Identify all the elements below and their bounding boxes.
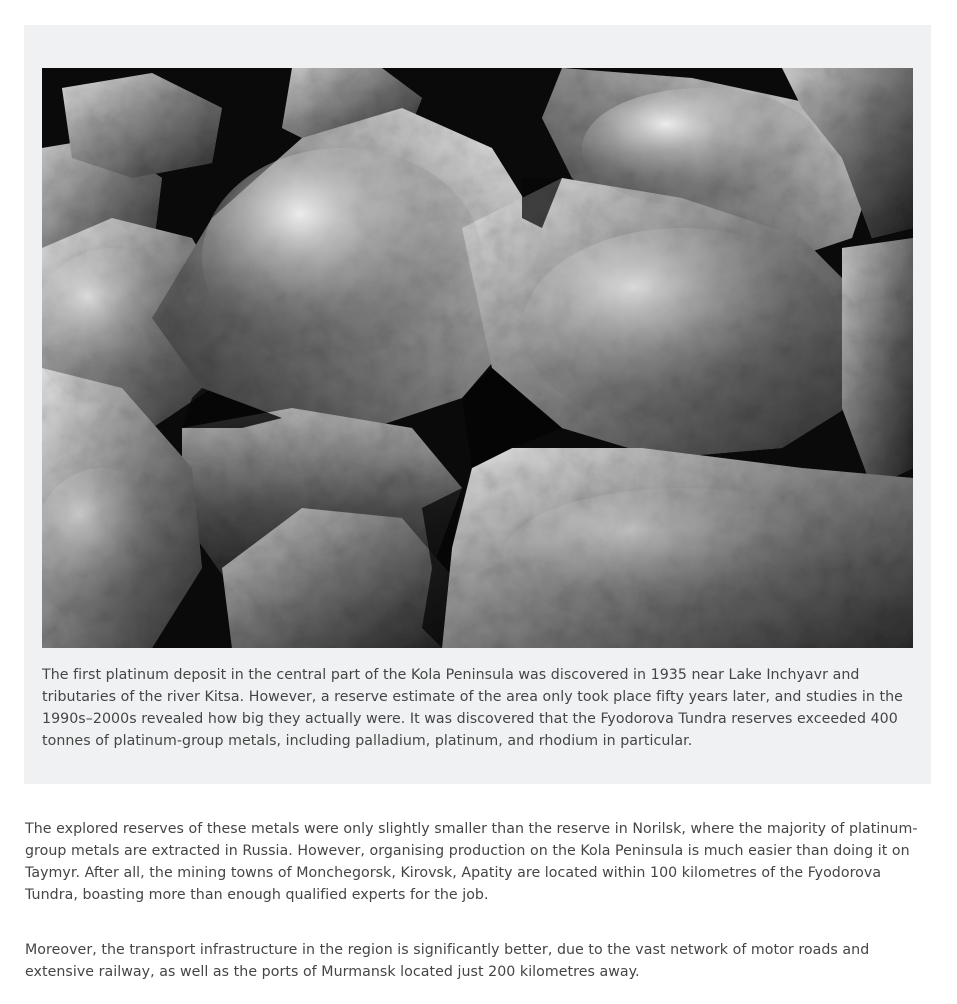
photo-illustration: [42, 68, 913, 648]
article-paragraph-1: The explored reserves of these metals were only slightly smaller than the reserve in Norilsk, where the majority of platinum-group metals are extracted in Russia. However, organising production on the Kola Peninsula is much easier than doing it on Taymyr. After all, the mining towns of Monchegorsk, Kirovsk, Apatity are located within 100 kilometres of the Fyodorova Tundra, boasting more than enough qualified experts for the job.: [25, 821, 918, 903]
figure-caption: The first platinum deposit in the central part of the Kola Peninsula was discovered in 1935 near Lake Inchyavr and tributaries of the river Kitsa. However, a reserve estimate of the area only took place fifty years later, and studies in the 1990s–2000s revealed how big they actually were. It was discovered that the Fyodorova Tundra reserves exceeded 400 tonnes of platinum-group metals, including palladium, platinum, and rhodium in particular.: [42, 667, 903, 749]
metal-nuggets-photo: [42, 68, 913, 648]
article-paragraph-2: Moreover, the transport infrastructure in the region is significantly better, due to the vast network of motor roads and extensive railway, as well as the ports of Murmansk located just 200 kilometres away.: [25, 942, 870, 980]
figure-container: [24, 25, 931, 784]
